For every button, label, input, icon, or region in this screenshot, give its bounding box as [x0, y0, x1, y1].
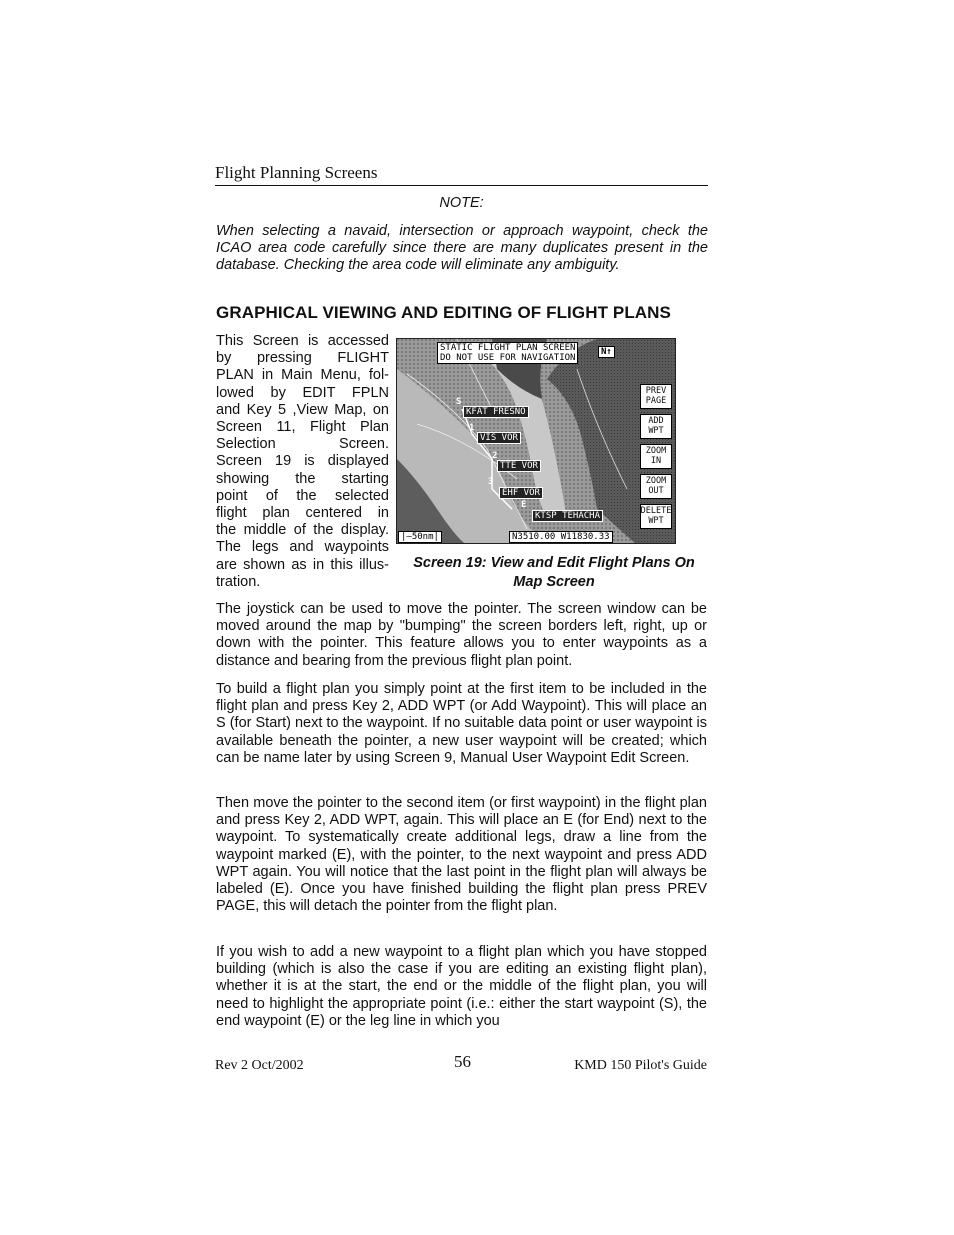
- zoom-in-softkey[interactable]: ZOOM IN: [640, 444, 672, 469]
- caption-line2: Map Screen: [513, 574, 595, 590]
- footer-guide-title: KMD 150 Pilot's Guide: [574, 1058, 707, 1073]
- page-number: 56: [454, 1052, 471, 1071]
- map-banner-line1: STATIC FLIGHT PLAN SCREEN: [440, 343, 576, 353]
- intro-line: PLAN in Main Menu, fol-: [216, 367, 389, 384]
- end-marker: E: [521, 500, 527, 510]
- header-title: Flight Planning Screens: [215, 163, 378, 182]
- add-wpt-softkey[interactable]: ADD WPT: [640, 414, 672, 439]
- leg-marker-2: 2: [492, 451, 498, 461]
- footer-revision: Rev 2 Oct/2002: [215, 1058, 304, 1073]
- map-screenshot: [396, 338, 676, 544]
- leg-marker-3: 3: [488, 477, 494, 487]
- intro-line: by pressing FLIGHT: [216, 350, 389, 367]
- intro-line: tration.: [216, 573, 261, 590]
- figure-caption: [396, 554, 712, 592]
- waypoint-ehf: EHF VOR: [499, 487, 543, 499]
- note-text: When selecting a navaid, intersection or approach waypoint, check the ICAO area code carefully since there are many duplicates present in the database. Checking the area code will eliminate any ambiguity.: [216, 223, 708, 273]
- paragraph: Then move the pointer to the second item (or first waypoint) in the flight plan and press Key 2, ADD WPT, again. This will place an E (for End) next to the waypoint. To systematically create additional legs, draw a line from the waypoint marked (E), with the pointer, to the next waypoint and press ADD WPT again. You will notice that the last point in the flight plan will always be labeled (E). Once you have finished building the flight plan press PREV PAGE, this will detach the pointer from the flight plan.: [216, 795, 707, 915]
- intro-line: The legs and waypoints: [216, 539, 389, 556]
- running-header: [215, 162, 708, 186]
- delete-wpt-softkey[interactable]: DELETE WPT: [640, 504, 672, 529]
- waypoint-kfat: KFAT FRESNO: [463, 406, 529, 418]
- north-up-icon: N↑: [598, 346, 615, 358]
- section-title: GRAPHICAL VIEWING AND EDITING OF FLIGHT PLANS: [216, 303, 671, 322]
- leg-marker-1: 1: [469, 423, 475, 433]
- intro-line: are shown as in this illus-: [216, 556, 389, 573]
- intro-line: showing the starting: [216, 470, 389, 487]
- note-label: NOTE:: [439, 195, 484, 211]
- paragraph: The joystick can be used to move the pointer. The screen window can be moved around the map by "bumping" the screen borders left, right, up or down with the pointer. This feature allows you to enter waypoints as a distance and bearing from the previous flight plan point.: [216, 601, 707, 669]
- map-scale: |—50nm|: [398, 531, 442, 543]
- zoom-out-softkey[interactable]: ZOOM OUT: [640, 474, 672, 499]
- cursor-coordinates: N3510.00 W11830.33: [509, 531, 613, 543]
- intro-line: Screen 11, Flight Plan: [216, 419, 389, 436]
- intro-line: Screen 19 is displayed: [216, 453, 389, 470]
- prev-page-softkey[interactable]: PREV PAGE: [640, 384, 672, 409]
- intro-line: lowed by EDIT FPLN: [216, 384, 389, 401]
- intro-line: flight plan centered in: [216, 505, 389, 522]
- map-banner: [437, 342, 578, 364]
- waypoint-vis: VIS VOR: [477, 432, 521, 444]
- intro-line: Selection Screen.: [216, 436, 389, 453]
- intro-line: This Screen is accessed: [216, 333, 389, 349]
- paragraph: If you wish to add a new waypoint to a flight plan which you have stopped building (which is also the case if you are editing an existing flight plan), whether it is at the start, the end or the middle of the flight plan, you will need to highlight the appropriate point (i.e.: either the start waypoint (S), the end waypoint (E) or the leg line in which you: [216, 944, 707, 1029]
- intro-line: the middle of the display.: [216, 522, 389, 539]
- intro-line: point of the selected: [216, 487, 389, 504]
- intro-line: and Key 5 ,View Map, on: [216, 401, 389, 418]
- start-marker: S: [456, 397, 462, 407]
- map-banner-line2: DO NOT USE FOR NAVIGATION: [440, 353, 576, 363]
- intro-paragraph: [216, 333, 389, 591]
- paragraph: To build a flight plan you simply point at the first item to be included in the flight plan and press Key 2, ADD WPT (or Add Waypoint). This will place an S (for Start) next to the waypoint. If no suitable data point or user waypoint is available beneath the pointer, a new user waypoint will be created; which can be name later by using Screen 9, Manual User Waypoint Edit Screen.: [216, 681, 707, 766]
- waypoint-tte: TTE VOR: [497, 460, 541, 472]
- waypoint-ktsp: KTSP TEHACHA: [532, 510, 603, 522]
- caption-line1: Screen 19: View and Edit Flight Plans On: [413, 555, 695, 571]
